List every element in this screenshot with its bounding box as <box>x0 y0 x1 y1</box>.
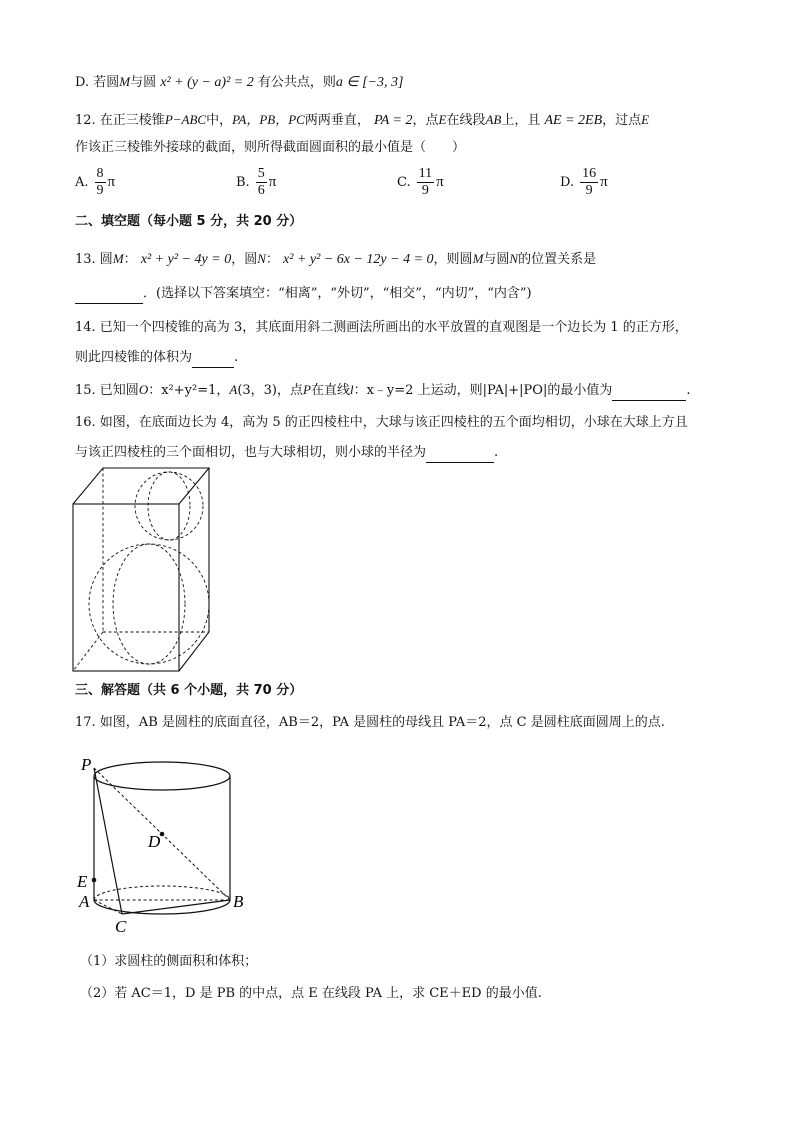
cylinder-top-ellipse <box>94 762 230 790</box>
point-e <box>92 878 97 883</box>
label-c: C <box>115 917 127 936</box>
label-b: B <box>233 892 244 911</box>
label-e: E <box>77 872 88 891</box>
fraction: $\frac{16}{9}$ <box>582 166 597 198</box>
small-sphere <box>135 472 203 540</box>
point-d <box>160 832 165 837</box>
prism-hidden-edge <box>73 632 103 671</box>
large-sphere-meridian <box>113 544 185 664</box>
label-a: A <box>79 892 90 911</box>
q17-subquestion-1: （1）求圆柱的侧面积和体积； <box>80 954 258 969</box>
q12-option-d: D. $\frac{16}{9}$ π <box>560 166 608 198</box>
answer-blank[interactable] <box>426 448 494 463</box>
q12-option-b: B. $\frac{5}{6}$ π <box>236 166 277 198</box>
large-sphere <box>89 544 209 664</box>
q17-stem: 17. 如图，AB 是圆柱的底面直径，AB＝2，PA 是圆柱的母线且 PA＝2，点 C 是圆柱底面圆周上的点. <box>75 715 665 730</box>
q12-stem-line2: 作该正三棱锥外接球的截面，则所得截面圆面积的最小值是（ ） <box>75 140 466 155</box>
q12-option-c: C. $\frac{11}{9}$ π <box>397 166 444 198</box>
q16-prism-figure <box>68 462 218 674</box>
q16-stem-line2: 与该正四棱柱的三个面相切，也与大球相切，则小球的半径为 . <box>75 443 498 463</box>
label-d: D <box>148 832 161 851</box>
small-sphere-meridian <box>148 472 190 540</box>
section-3-title: 三、解答题（共 6 个小题，共 70 分） <box>75 683 303 698</box>
q13-stem-line1: 13. 圆M： x² + y² − 4y = 0，圆N： x² + y² − 6x − 12y − 4 = 0，则圆M与圆N的位置关系是 <box>75 251 597 267</box>
prism-front-face <box>73 504 179 671</box>
answer-blank[interactable] <box>612 386 686 401</box>
q17-cylinder-figure <box>74 752 274 937</box>
fraction: $\frac{5}{6}$ <box>257 166 265 198</box>
fraction: $\frac{11}{9}$ <box>418 166 433 198</box>
section-2-title: 二、填空题（每小题 5 分，共 20 分） <box>75 214 303 229</box>
segment-cb <box>122 900 230 914</box>
q16-stem-line1: 16. 如图，在底面边长为 4，高为 5 的正四棱柱中，大球与该正四棱柱的五个面均相切，小球在大球上方且 <box>75 415 688 430</box>
segment-pc <box>94 768 122 914</box>
cylinder-bottom-back-arc <box>94 886 230 900</box>
label-p: P <box>81 755 92 774</box>
q12-option-a: A. $\frac{8}{9}$ π <box>75 166 116 198</box>
q12-stem-line1: 12. 在正三棱锥P−ABC中，PA，PB，PC两两垂直， PA = 2，点E在线段AB上，且 AE = 2EB，过点E <box>75 112 650 128</box>
fraction: $\frac{8}{9}$ <box>96 166 104 198</box>
q11-option-d: D. 若圆M与圆 x² + (y − a)² = 2 有公共点，则a ∈ [−3, 3] <box>75 74 404 90</box>
answer-blank[interactable] <box>192 353 234 368</box>
q17-subquestion-2: （2）若 AC＝1，D 是 PB 的中点，点 E 在线段 PA 上，求 CE＋ED 的最小值. <box>80 986 542 1001</box>
q13-stem-line2: ．(选择以下答案填空：“相离”，“外切”，“相交”，“内切”，“内含”) <box>75 284 532 304</box>
q15-stem: 15. 已知圆O：x²+y²=1，A(3，3)，点P在直线l：x﹣y=2 上运动，则|PA|+|PO|的最小值为 . <box>75 380 690 401</box>
q14-stem-line2: 则此四棱锥的体积为 . <box>75 348 238 368</box>
q14-stem-line1: 14. 已知一个四棱锥的高为 3，其底面用斜二测画法所画出的水平放置的直观图是一个边长为 1 的正方形， <box>75 320 688 335</box>
segment-ac <box>94 900 122 914</box>
answer-blank[interactable] <box>75 289 143 304</box>
